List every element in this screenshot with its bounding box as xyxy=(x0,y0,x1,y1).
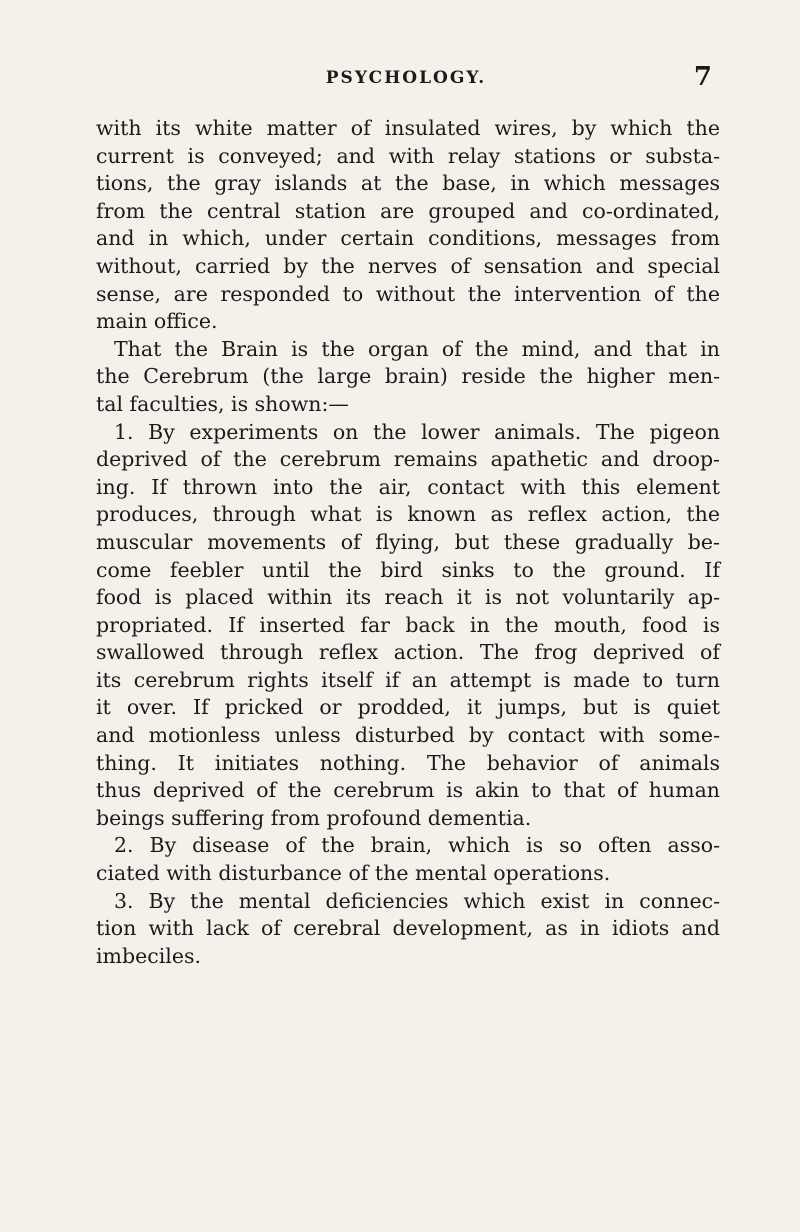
text-line: and motionless unless disturbed by contact with some- xyxy=(96,723,720,748)
text-line: muscular movements of flying, but these gradually be- xyxy=(96,529,720,554)
page-number: 7 xyxy=(693,62,712,92)
text-line: from the central station are grouped and co-ordinated, xyxy=(96,198,720,223)
text-line: tions, the gray islands at the base, in which messages xyxy=(96,171,720,196)
text-line: current is conveyed; and with relay stations or substa- xyxy=(96,143,720,168)
text-line: tion with lack of cerebral development, as in idiots and xyxy=(96,916,720,941)
text-line: thing. It initiates nothing. The behavior of animals xyxy=(96,750,720,775)
body-text xyxy=(96,115,720,970)
text-line: swallowed through reflex action. The frog deprived of xyxy=(96,640,720,665)
text-line: main office. xyxy=(96,309,218,334)
text-line: 1. By experiments on the lower animals. The pigeon xyxy=(114,419,720,444)
text-line: and in which, under certain conditions, messages from xyxy=(96,226,720,251)
text-line: ing. If thrown into the air, contact with this element xyxy=(96,474,720,499)
text-line: come feebler until the bird sinks to the ground. If xyxy=(96,557,720,582)
text-line: with its white matter of insulated wires, by which the xyxy=(96,116,720,140)
text-line: ciated with disturbance of the mental operations. xyxy=(96,861,611,886)
text-line: it over. If pricked or prodded, it jumps, but is quiet xyxy=(96,695,720,720)
text-line: its cerebrum rights itself if an attempt is made to turn xyxy=(96,667,720,692)
text-line: thus deprived of the cerebrum is akin to that of human xyxy=(96,778,720,803)
text-line: imbeciles. xyxy=(96,943,202,968)
text-line: 2. By disease of the brain, which is so often asso- xyxy=(114,833,720,858)
running-head xyxy=(96,62,716,96)
text-line: tal faculties, is shown:— xyxy=(96,391,349,416)
text-line: propriated. If inserted far back in the mouth, food is xyxy=(96,612,720,637)
text-line: That the Brain is the organ of the mind, and that in xyxy=(114,336,720,361)
text-line: deprived of the cerebrum remains apathetic and droop- xyxy=(96,447,720,472)
running-title: PSYCHOLOGY. xyxy=(325,68,487,88)
text-line: sense, are responded to without the intervention of the xyxy=(96,281,720,306)
text-line: 3. By the mental deficiencies which exist in connec- xyxy=(114,888,720,913)
text-line: the Cerebrum (the large brain) reside the higher men- xyxy=(96,364,720,389)
text-line: produces, through what is known as reflex action, the xyxy=(96,502,720,527)
text-line: beings suffering from profound dementia. xyxy=(96,805,532,830)
text-line: without, carried by the nerves of sensation and special xyxy=(96,253,720,278)
text-line: food is placed within its reach it is not voluntarily ap- xyxy=(96,585,720,610)
